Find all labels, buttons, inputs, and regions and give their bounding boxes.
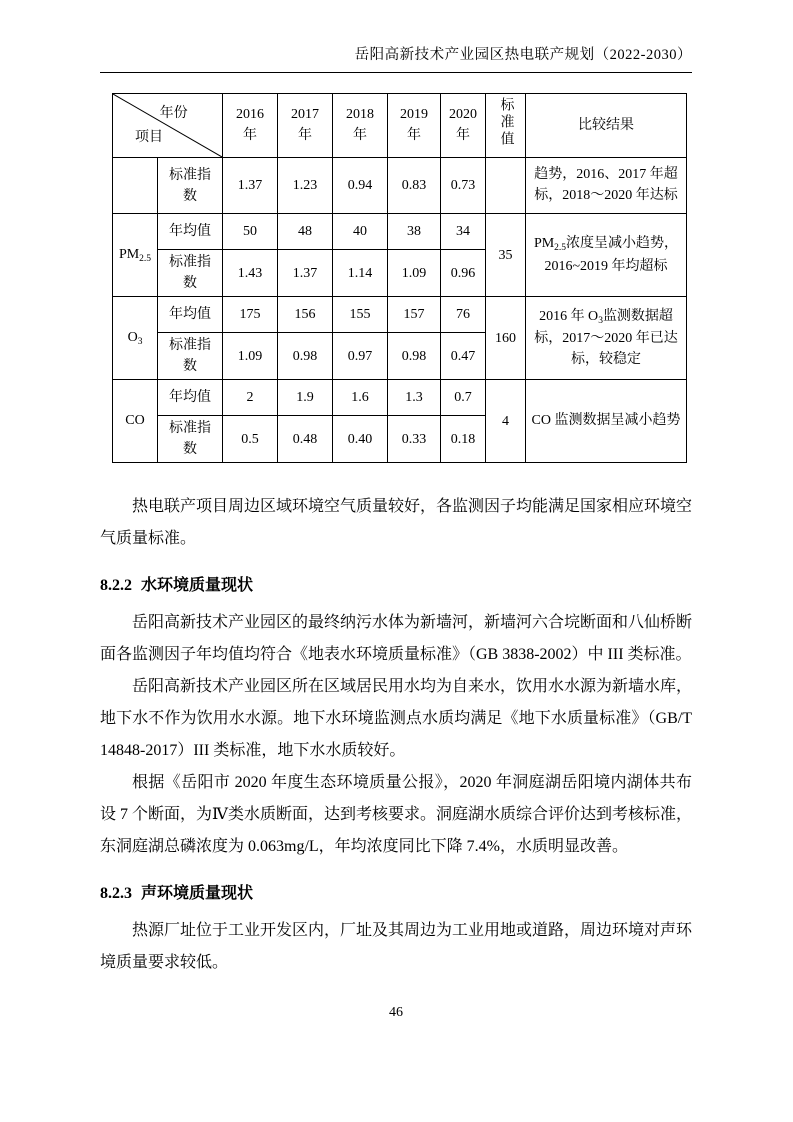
body-content — [100, 491, 692, 979]
value-cell: 0.18 — [441, 416, 486, 463]
col-header-year-2019 — [388, 94, 441, 158]
year-number: 2017 — [291, 107, 319, 123]
value-cell: 0.94 — [333, 158, 388, 214]
value-cell: 1.43 — [223, 250, 278, 297]
year-number: 2016 — [236, 107, 264, 123]
compare-text: 监测数据超标，2017～2020 年已达标，较稳定 — [534, 308, 678, 368]
metric-cell — [158, 250, 223, 297]
value-cell: 1.37 — [223, 158, 278, 214]
value-cell: 34 — [441, 214, 486, 250]
heading-number: 8.2.3 — [100, 885, 132, 902]
pollutant-cell-o3 — [113, 297, 158, 380]
compare-cell-pm25 — [526, 214, 687, 297]
value-cell: 0.97 — [333, 333, 388, 380]
table-row-prev-index — [113, 158, 687, 214]
metric-label: 年均值 — [169, 307, 211, 322]
metric-cell — [158, 297, 223, 333]
metric-cell — [158, 380, 223, 416]
table-header-row — [113, 94, 687, 158]
table-row-o3-avg — [113, 297, 687, 333]
compare-text: 趋势，2016、2017 年超标，2018～2020 年达标 — [534, 166, 678, 203]
pollutant-name: O — [127, 329, 138, 345]
value-cell: 1.09 — [223, 333, 278, 380]
value-cell: 0.7 — [441, 380, 486, 416]
metric-label: 标准指数 — [169, 255, 211, 291]
value-cell: 2 — [223, 380, 278, 416]
col-header-year-2016 — [223, 94, 278, 158]
compare-text: CO 监测数据呈减小趋势 — [531, 412, 681, 428]
section-heading-water-env — [100, 575, 692, 597]
table-row-co-avg — [113, 380, 687, 416]
metric-label: 标准指数 — [169, 167, 211, 204]
value-cell: 1.09 — [388, 250, 441, 297]
standard-cell-empty — [486, 158, 526, 214]
paragraph-groundwater: 岳阳高新技术产业园区所在区域居民用水均为自来水，饮用水水源为新墙水库，地下水不作为饮用水水源。地下水环境监测点水质均满足《地下水质量标准》（GB/T 14848-2017）III 类标准，地下水水质较好。 — [100, 678, 693, 759]
value-cell: 175 — [223, 297, 278, 333]
metric-cell — [158, 416, 223, 463]
col-header-standard-value — [486, 94, 526, 158]
table-corner-cell — [113, 94, 223, 158]
heading-number: 8.2.2 — [100, 577, 132, 594]
standard-cell-o3: 160 — [486, 297, 526, 380]
pollutant-name: PM — [118, 246, 140, 262]
col-header-year-2018 — [333, 94, 388, 158]
year-number: 2020 — [449, 107, 477, 123]
value-cell: 1.23 — [278, 158, 333, 214]
value-cell: 0.40 — [333, 416, 388, 463]
header-rule — [100, 72, 692, 73]
compare-cell-o3 — [526, 297, 687, 380]
metric-cell — [158, 214, 223, 250]
value-cell: 0.73 — [441, 158, 486, 214]
paragraph-noise-summary: 热源厂址位于工业开发区内，厂址及其周边为工业用地或道路，周边环境对声环境质量要求较低。 — [100, 922, 693, 971]
paragraph-surface-water: 岳阳高新技术产业园区的最终纳污水体为新墙河，新墙河六合垸断面和八仙桥断面各监测因子年均值均符合《地表水环境质量标准》（GB 3838-2002）中 III 类标准。 — [100, 614, 693, 663]
page-number: 46 — [389, 1005, 403, 1020]
value-cell: 1.14 — [333, 250, 388, 297]
pollutant-name: CO — [125, 412, 145, 428]
compare-cell — [526, 158, 687, 214]
value-cell: 50 — [223, 214, 278, 250]
value-cell: 0.33 — [388, 416, 441, 463]
value-cell: 157 — [388, 297, 441, 333]
running-header — [100, 45, 692, 73]
compare-text: 浓度呈减小趋势，2016~2019 年均超标 — [544, 236, 679, 274]
metric-label: 年均值 — [169, 224, 211, 239]
year-unit: 年 — [353, 127, 367, 143]
value-cell: 155 — [333, 297, 388, 333]
value-cell: 0.83 — [388, 158, 441, 214]
compare-subscript: 2.5 — [554, 243, 567, 254]
header-title: 岳阳高新技术产业园区热电联产规划（2022-2030） — [354, 47, 692, 63]
standard-cell-pm25: 35 — [486, 214, 526, 297]
paragraph-air-quality-summary: 热电联产项目周边区域环境空气质量较好，各监测因子均能满足国家相应环境空气质量标准。 — [100, 498, 693, 547]
corner-year-label: 年份 — [159, 106, 188, 121]
pollutant-cell-pm25 — [113, 214, 158, 297]
air-quality-table — [112, 93, 687, 463]
compare-subscript: 3 — [598, 315, 603, 326]
standard-value-label: 标准值 — [498, 96, 514, 148]
year-unit: 年 — [243, 127, 257, 143]
metric-cell — [158, 158, 223, 214]
value-cell: 0.5 — [223, 416, 278, 463]
col-header-year-2020 — [441, 94, 486, 158]
value-cell: 40 — [333, 214, 388, 250]
value-cell: 156 — [278, 297, 333, 333]
corner-item-label: 项目 — [135, 130, 163, 145]
heading-text: 水环境质量现状 — [141, 577, 254, 594]
col-header-compare-result: 比较结果 — [526, 94, 687, 158]
col-header-year-2017 — [278, 94, 333, 158]
paragraph-dongting-lake: 根据《岳阳市 2020 年度生态环境质量公报》，2020 年洞庭湖岳阳境内湖体共布设 7 个断面，为Ⅳ类水质断面，达到考核要求。洞庭湖水质综合评价达到考核标准，东洞庭湖总磷浓度为 0.063mg/L，年均浓度同比下降 7.4%，水质明显改善。 — [100, 774, 692, 855]
section-heading-noise-env — [100, 883, 692, 905]
value-cell: 48 — [278, 214, 333, 250]
table-row-pm25-avg — [113, 214, 687, 250]
value-cell: 0.96 — [441, 250, 486, 297]
compare-cell-co — [526, 380, 687, 463]
value-cell: 0.48 — [278, 416, 333, 463]
standard-cell-co: 4 — [486, 380, 526, 463]
year-unit: 年 — [298, 127, 312, 143]
value-cell: 38 — [388, 214, 441, 250]
value-cell: 1.6 — [333, 380, 388, 416]
pollutant-cell-empty — [113, 158, 158, 214]
value-cell: 0.98 — [388, 333, 441, 380]
pollutant-cell-co — [113, 380, 158, 463]
pollutant-subscript: 2.5 — [139, 253, 152, 264]
year-unit: 年 — [407, 127, 421, 143]
value-cell: 0.47 — [441, 333, 486, 380]
year-number: 2019 — [400, 107, 428, 123]
metric-label: 标准指数 — [169, 421, 211, 457]
pollutant-subscript: 3 — [137, 336, 143, 347]
value-cell: 76 — [441, 297, 486, 333]
metric-label: 年均值 — [169, 390, 211, 405]
heading-text: 声环境质量现状 — [141, 885, 254, 902]
year-unit: 年 — [456, 127, 470, 143]
year-number: 2018 — [346, 107, 374, 123]
value-cell: 1.9 — [278, 380, 333, 416]
compare-text: 2016 年 O — [539, 308, 599, 324]
value-cell: 0.98 — [278, 333, 333, 380]
metric-label: 标准指数 — [169, 338, 211, 374]
compare-text: PM — [533, 236, 555, 252]
value-cell: 1.37 — [278, 250, 333, 297]
value-cell: 1.3 — [388, 380, 441, 416]
metric-cell — [158, 333, 223, 380]
